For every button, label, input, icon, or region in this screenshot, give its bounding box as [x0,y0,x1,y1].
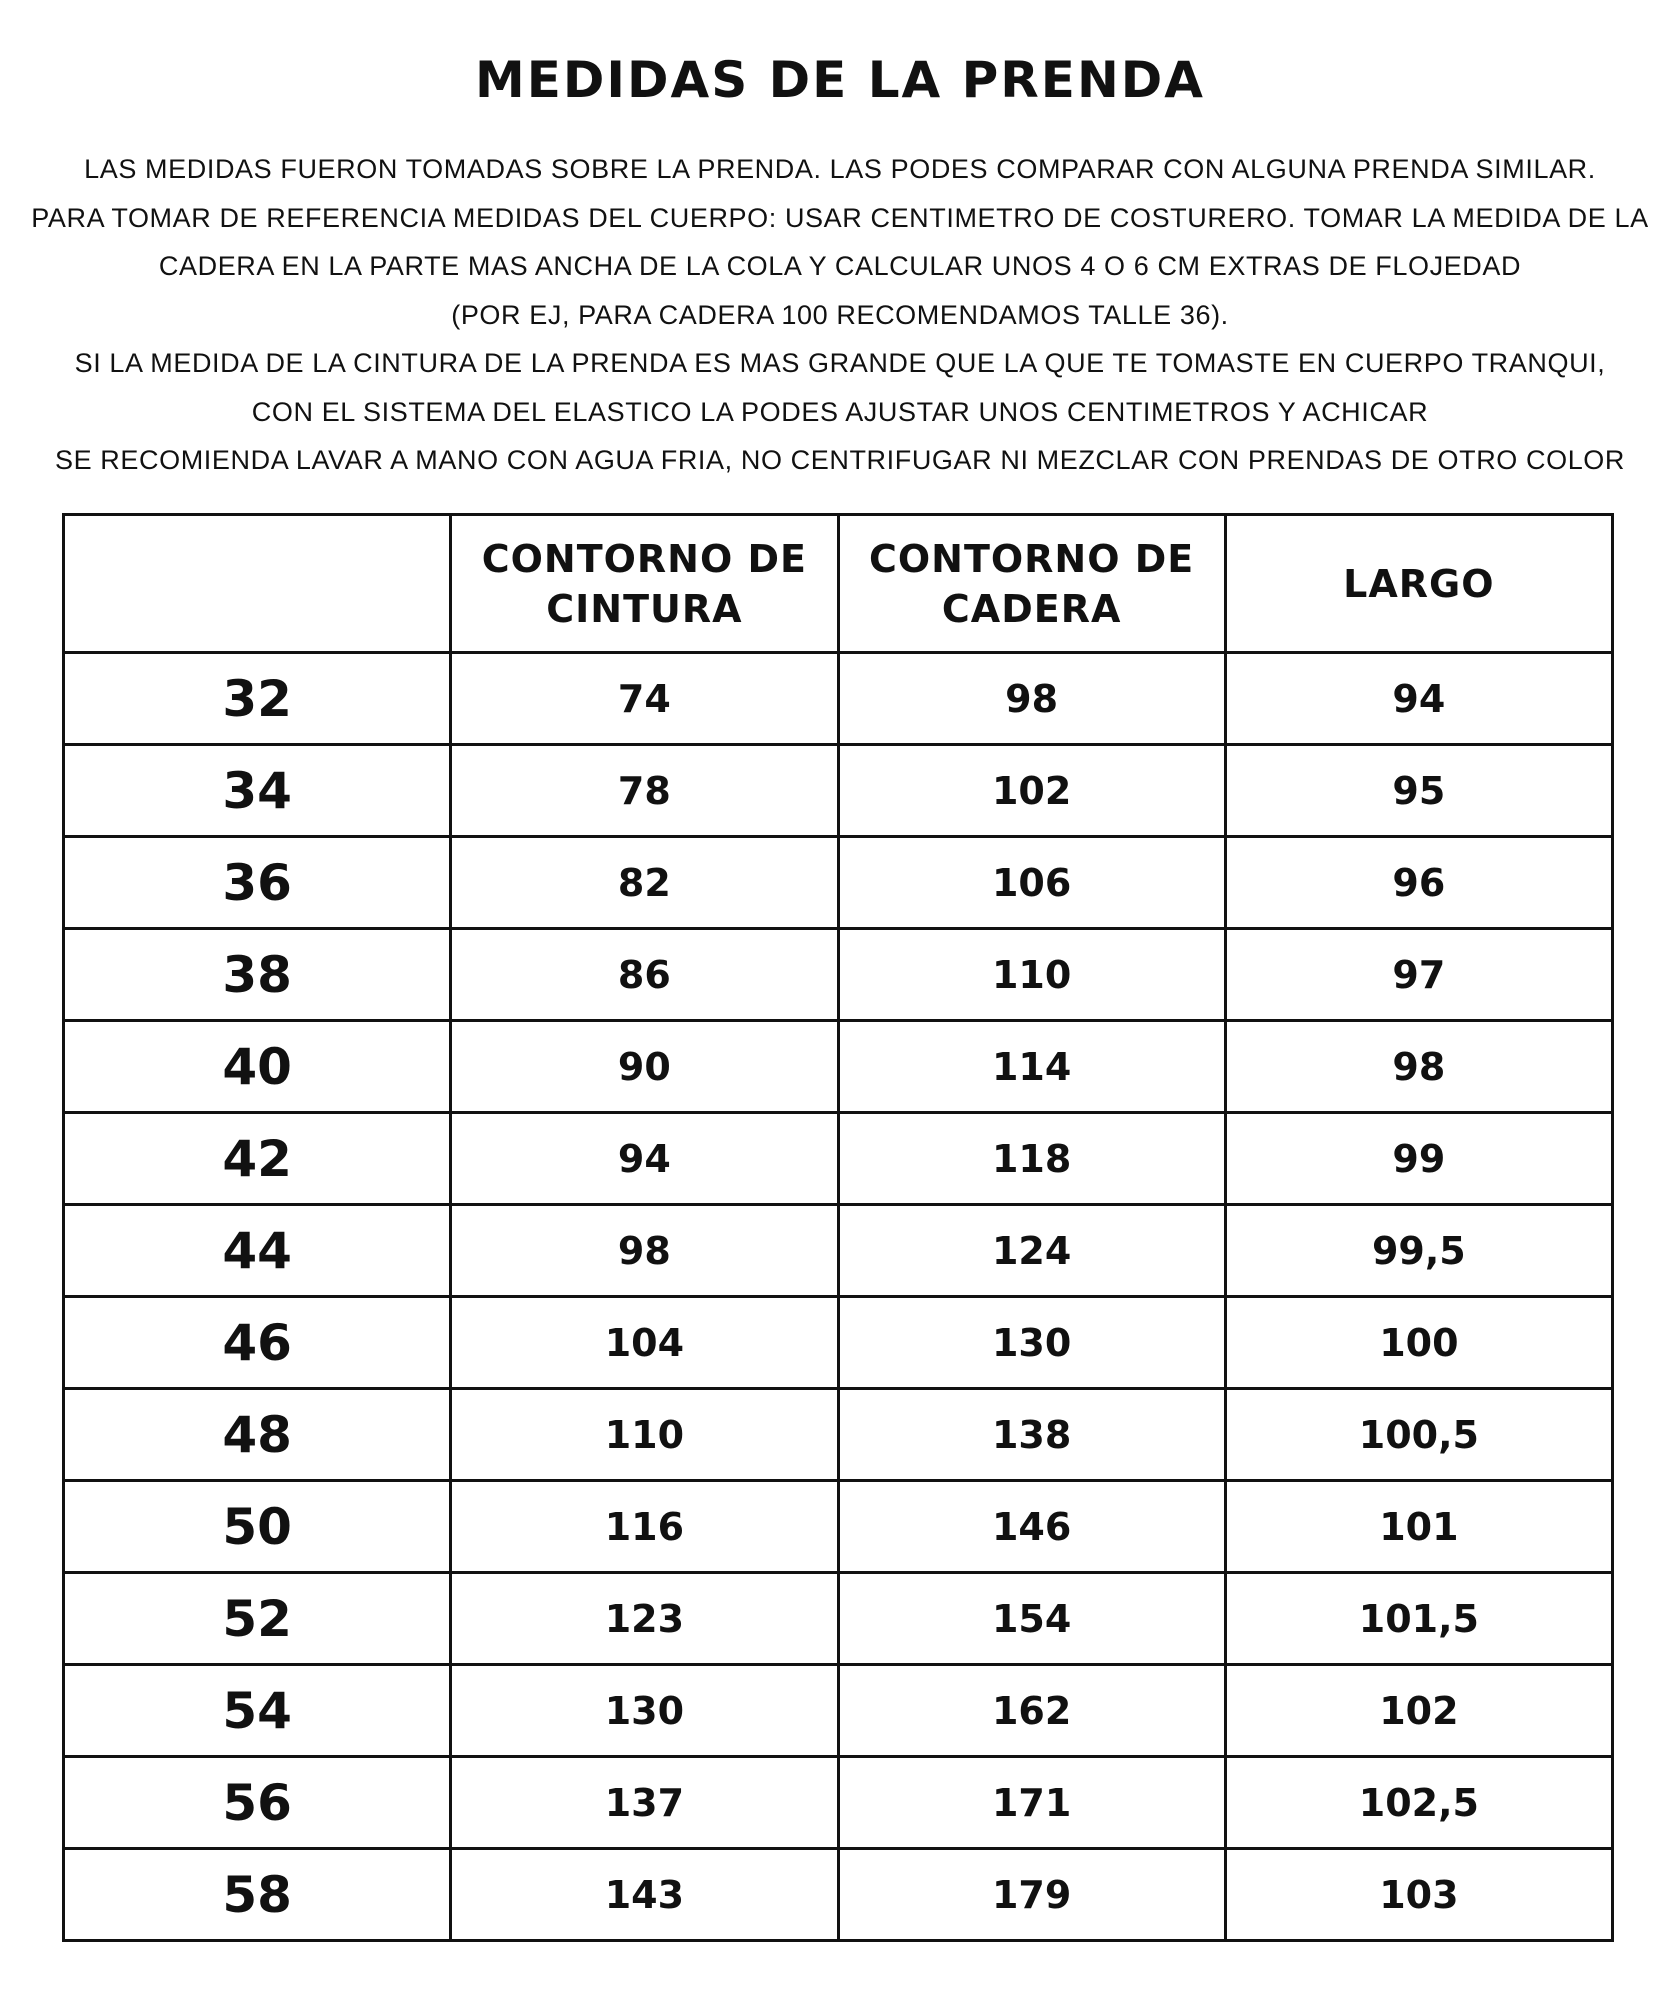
length-cell: 103 [1225,1849,1612,1941]
waist-cell: 82 [451,837,838,929]
waist-cell: 98 [451,1205,838,1297]
column-header-line: CINTURA [546,586,743,631]
header-waist [451,515,838,653]
table-row [64,1297,1613,1389]
instruction-line: CON EL SISTEMA DEL ELASTICO LA PODES AJUSTAR UNOS CENTIMETROS Y ACHICAR [251,396,1429,427]
hip-cell: 130 [838,1297,1225,1389]
length-cell: 97 [1225,929,1612,1021]
table-row [64,653,1613,745]
waist-cell: 74 [451,653,838,745]
size-cell: 34 [64,745,451,837]
table-row [64,1849,1613,1941]
table-row [64,1021,1613,1113]
waist-cell: 110 [451,1389,838,1481]
hip-cell: 162 [838,1665,1225,1757]
table-row [64,1205,1613,1297]
column-header-line: CONTORNO DE [481,536,808,581]
length-cell: 99,5 [1225,1205,1612,1297]
waist-cell: 137 [451,1757,838,1849]
waist-cell: 123 [451,1573,838,1665]
header-length [1225,515,1612,653]
table-row [64,1757,1613,1849]
size-cell: 58 [64,1849,451,1941]
column-header-line: CONTORNO DE [868,536,1195,581]
table-row [64,1389,1613,1481]
waist-cell: 116 [451,1481,838,1573]
size-cell: 48 [64,1389,451,1481]
instruction-line: SE RECOMIENDA LAVAR A MANO CON AGUA FRIA, NO CENTRIFUGAR NI MEZCLAR CON PRENDAS DE OTRO COLOR [54,445,1626,475]
instruction-line: PARA TOMAR DE REFERENCIA MEDIDAS DEL CUERPO: USAR CENTIMETRO DE COSTURERO. TOMAR LA MEDIDA DE LA [31,202,1649,233]
size-cell: 44 [64,1205,451,1297]
size-cell: 42 [64,1113,451,1205]
table-row [64,1113,1613,1205]
length-cell: 102,5 [1225,1757,1612,1849]
hip-cell: 171 [838,1757,1225,1849]
table-row [64,837,1613,929]
size-cell: 46 [64,1297,451,1389]
hip-cell: 179 [838,1849,1225,1941]
hip-cell: 124 [838,1205,1225,1297]
hip-cell: 110 [838,929,1225,1021]
instruction-line: (POR EJ, PARA CADERA 100 RECOMENDAMOS TALLE 36). [451,299,1229,330]
table-row [64,1573,1613,1665]
size-cell: 36 [64,837,451,929]
hip-cell: 102 [838,745,1225,837]
hip-cell: 138 [838,1389,1225,1481]
instruction-line: CADERA EN LA PARTE MAS ANCHA DE LA COLA Y CALCULAR UNOS 4 O 6 CM EXTRAS DE FLOJEDAD [158,251,1522,281]
table-row [64,1481,1613,1573]
waist-cell: 90 [451,1021,838,1113]
size-cell: 32 [64,653,451,745]
waist-cell: 78 [451,745,838,837]
hip-cell: 98 [838,653,1225,745]
instructions-text [0,145,1680,485]
table-body [64,653,1613,1941]
table-row [64,1665,1613,1757]
length-cell: 98 [1225,1021,1612,1113]
size-cell: 54 [64,1665,451,1757]
length-cell: 102 [1225,1665,1612,1757]
waist-cell: 130 [451,1665,838,1757]
waist-cell: 86 [451,929,838,1021]
waist-cell: 143 [451,1849,838,1941]
size-chart [62,513,1614,1942]
waist-cell: 104 [451,1297,838,1389]
page-title: MEDIDAS DE LA PRENDA [474,51,1205,109]
size-cell: 40 [64,1021,451,1113]
table-row [64,929,1613,1021]
hip-cell: 114 [838,1021,1225,1113]
length-cell: 94 [1225,653,1612,745]
instruction-line: SI LA MEDIDA DE LA CINTURA DE LA PRENDA ES MAS GRANDE QUE LA QUE TE TOMASTE EN CUERPO TRANQUI, [74,348,1606,378]
hip-cell: 146 [838,1481,1225,1573]
length-cell: 100,5 [1225,1389,1612,1481]
hip-cell: 154 [838,1573,1225,1665]
hip-cell: 118 [838,1113,1225,1205]
length-cell: 101,5 [1225,1573,1612,1665]
length-cell: 100 [1225,1297,1612,1389]
length-cell: 99 [1225,1113,1612,1205]
length-cell: 96 [1225,837,1612,929]
header-hip [838,515,1225,653]
column-header-line: LARGO [1343,561,1495,606]
waist-cell: 94 [451,1113,838,1205]
size-table [62,513,1614,1942]
length-cell: 95 [1225,745,1612,837]
size-cell: 50 [64,1481,451,1573]
table-header-row [64,515,1613,653]
length-cell: 101 [1225,1481,1612,1573]
header-size [64,515,451,653]
table-row [64,745,1613,837]
instruction-line: LAS MEDIDAS FUERON TOMADAS SOBRE LA PRENDA. LAS PODES COMPARAR CON ALGUNA PRENDA SIMILAR. [84,154,1596,184]
size-cell: 38 [64,929,451,1021]
column-header-line: CADERA [941,586,1122,631]
size-cell: 56 [64,1757,451,1849]
hip-cell: 106 [838,837,1225,929]
size-cell: 52 [64,1573,451,1665]
